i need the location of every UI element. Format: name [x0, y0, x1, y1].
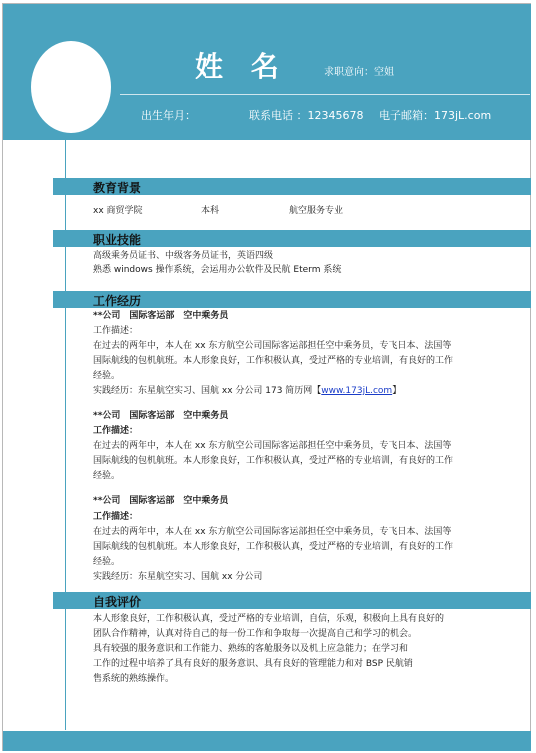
work-title: 工作经历	[93, 294, 142, 308]
self-eval-title: 自我评价	[93, 595, 142, 609]
website-link[interactable]: www.173jL.com	[321, 386, 393, 396]
job3-heading: **公司 国际客运部 空中乘务员	[93, 496, 229, 506]
self-eval-line: 具有较强的服务意识和工作能力、熟练的客舱服务以及机上应急能力；在学习和	[93, 644, 409, 654]
job2-desc-line: 国际航线的包机航班。本人形象良好，工作积极认真，受过严格的专业培训，有良好的工作	[93, 456, 454, 466]
job1-heading: **公司 国际客运部 空中乘务员	[93, 311, 229, 321]
education-title: 教育背景	[93, 181, 142, 195]
left-rule	[65, 140, 66, 730]
job1-desc-line: 国际航线的包机航班。本人形象良好，工作积极认真，受过严格的专业培训，有良好的工作	[93, 356, 454, 366]
email: 电子邮箱：173jL.com	[379, 109, 492, 122]
job1-desc-line: 经验。	[93, 371, 121, 381]
skills-title: 职业技能	[93, 233, 142, 247]
skills-line: 高级乘务员证书、中级客务员证书，英语四级	[93, 251, 274, 261]
job-intent: 求职意向：空姐	[324, 67, 394, 78]
job2-heading: **公司 国际客运部 空中乘务员	[93, 411, 229, 421]
job1-desc-label: 工作描述：	[93, 326, 139, 336]
job1-practice	[93, 385, 401, 398]
birth-date: 出生年月：	[141, 109, 196, 122]
self-eval-line: 售系统的熟练操作。	[93, 674, 175, 684]
education-school: xx 商贸学院	[93, 206, 143, 216]
self-eval-line: 本人形象良好，工作积极认真，受过严格的专业培训，自信，乐观，积极向上具有良好的	[93, 614, 445, 624]
job1-practice-prefix: 实践经历：东星航空实习、国航 xx 分公司 173 简历网【	[93, 386, 322, 396]
job1-desc-line: 在过去的两年中，本人在 xx 东方航空公司国际客运部担任空中乘务员，专飞日本、法国等	[93, 341, 452, 351]
job3-desc-label: 工作描述：	[93, 512, 139, 522]
job3-desc-line: 在过去的两年中，本人在 xx 东方航空公司国际客运部担任空中乘务员，专飞日本、法国等	[93, 527, 452, 537]
education-degree: 本科	[201, 206, 220, 216]
job3-desc-line: 经验。	[93, 557, 121, 567]
header-divider	[120, 94, 530, 95]
job2-desc-label: 工作描述：	[93, 426, 139, 436]
footer-band	[3, 731, 531, 751]
education-major: 航空服务专业	[289, 206, 344, 216]
photo-placeholder	[31, 41, 111, 133]
self-eval-line: 团队合作精神，认真对待自己的每一份工作和争取每一次提高自己和学习的机会。	[93, 629, 418, 639]
job2-desc-line: 在过去的两年中，本人在 xx 东方航空公司国际客运部担任空中乘务员，专飞日本、法国等	[93, 441, 452, 451]
job3-desc-line: 国际航线的包机航班。本人形象良好，工作积极认真，受过严格的专业培训，有良好的工作	[93, 542, 454, 552]
job1-practice-suffix: 】	[392, 386, 402, 396]
job2-desc-line: 经验。	[93, 471, 121, 481]
self-eval-line: 工作的过程中培养了具有良好的服务意识、具有良好的管理能力和对 BSP 民航销	[93, 659, 413, 669]
resume-name: 姓 名	[195, 50, 288, 83]
skills-line: 熟悉 windows 操作系统，会运用办公软件及民航 Eterm 系统	[93, 265, 342, 275]
phone: 联系电话 ：12345678	[249, 109, 364, 122]
job3-practice: 实践经历：东星航空实习、国航 xx 分公司	[93, 572, 263, 582]
